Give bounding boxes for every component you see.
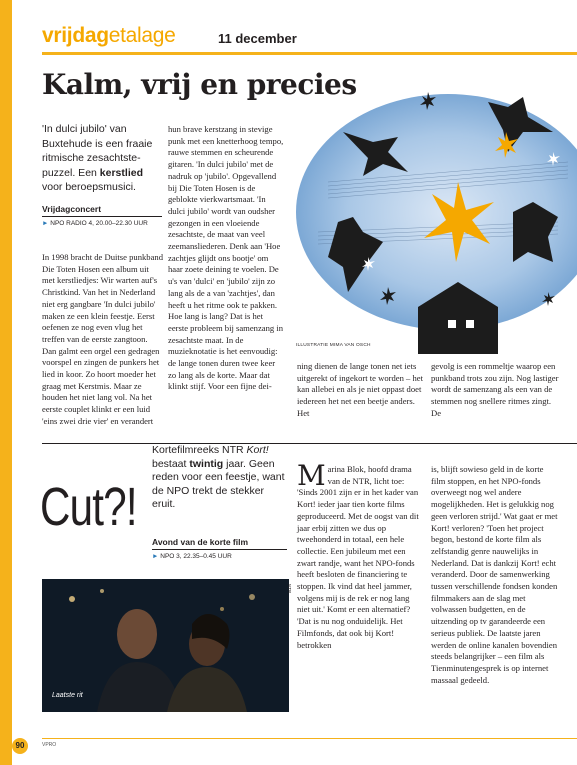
program-details: NPO RADIO 4, 20.00–22.30 UUR: [50, 220, 148, 227]
article-column-1: [42, 252, 163, 428]
article-intro: [42, 122, 162, 195]
magazine-mark: VPRO: [42, 742, 57, 748]
broadcast-info: [42, 203, 162, 228]
column-2-text: hun brave kerstzang in stevige punk met een knetterhoog tempo, rauwe stemmen en scheurende gitaren. 'In dulci jubilo' met de nadruk op 'jubilo'. Opgevallend bij Die Toten Hosen is de geblokte vierkwartsmaat. 'In dulci jubilo' wordt van oudsher gezongen in een vloeiende zesachtste, de maat van veel zeemansliederen. Denk aan 'Hoe zachtjes glijdt ons bootje' om haar zoete deining te voelen. De u's van 'dulci' en 'jubilo' zijn zo lang als de a van 'zachtjes', dan heeft u het ritme ook te pakken. Hoe lang is lang? Dat is het eerste probleem bij samenzang in zesachtste maat. In de muzieknotatie is het eenvoudig: de lange tonen duren twee keer zo lang als de korte. Maar dat klinkt stijf. Voor een fijne dei-: [168, 124, 284, 392]
illustration-credit: ILLUSTRATIE MIMA VAN OSCH: [296, 343, 371, 348]
program-title: Vrijdagconcert: [42, 204, 102, 214]
intro-highlight: kerstlied: [99, 166, 143, 179]
program-title-2: Avond van de korte film: [152, 537, 249, 547]
angels-stars-illustration: [288, 62, 577, 354]
section-brand: [42, 24, 176, 48]
section-divider: [42, 443, 577, 444]
photo-caption: Laatste rit: [52, 692, 83, 699]
brand-part-1: vrijdag: [42, 24, 109, 47]
column-1-text: In 1998 bracht de Duitse punkband Die Toten Hosen een album uit met kerstliedjes: Wir warten auf's Christkind. Van het in Nederland niet erg gangbare 'In dulci jubilo' maken ze een klein feestje. Eerst oefenen ze nog even vlug het treffen van de eerste zangtoon. Dan galmt een orgel een gedragen voorspel en zingen de punkers het lied in koor. Zo hoort moeder het graag met Kerstmis. Maar ze houden het niet lang vol. Na het eerste couplet klinkt er een luid 'eins zwei drie vier' en verandert: [42, 252, 164, 426]
article-2-intro: [152, 444, 287, 512]
article-column-4: [431, 361, 559, 420]
brand-part-2: etalage: [108, 24, 176, 47]
article-2-column-2-text: is, blijft sowieso geld in de korte film stoppen, en het NPO-fonds overweegt nog wel andere mogelijkheden. Het is gelukkig nog geen verloren strijd.' Wat gaat er met Kort! verloren? 'Toen het project begon, bestond de korte film als zelfstandig genre nauwelijks in Nederland. Dat is dankzij Kort! echt veranderd. Door de samenwerking tussen verschillende fondsen konden filmmakers aan de slag met volwassen budgetten, en de uitzending op tv garandeerde een serieus publiek. De laatste jaren werden de online kanalen bovendien steeds belangrijker – een film als Tienminutengesprek is op internet massaal gedeeld.: [431, 464, 558, 685]
intro2-highlight: twintig: [189, 457, 224, 470]
intro2-text-1: Kortefilmreeks NTR: [152, 444, 247, 456]
intro2-text-2: bestaat: [152, 457, 190, 470]
intro-text-1: 'In dulci jubilo' van Buxtehude is een fraaie ritmische zesachtste-puzzel. Een: [42, 123, 153, 179]
intro-text-2: voor beroepsmusici.: [42, 181, 136, 193]
christmas-illustration: [288, 62, 577, 354]
page-number: 90: [12, 738, 28, 754]
broadcast-info-2: [152, 536, 287, 561]
program-schedule-2: [152, 549, 287, 561]
footer-rule: [42, 738, 577, 739]
issue-date: 11 december: [218, 31, 297, 46]
accent-strip: [0, 0, 12, 765]
intro2-text-3: jaar. Geen reden voor een feestje, want de NPO trekt de stekker eruit.: [152, 457, 285, 510]
column-4-text: gevolg is een rommeltje waarop een punkband trots zou zijn. Nog lastiger wordt de samenzang als een van de stemmen nog snellere ritmes zingt. De: [431, 361, 559, 418]
program-details-2: NPO 3, 22.35–0.45 UUR: [160, 553, 232, 560]
article-2-column-2: [431, 464, 559, 686]
arrow-icon: ►: [42, 220, 49, 227]
intro2-title: Kort!: [246, 444, 269, 456]
article-2-column-1-text: arina Blok, hoofd drama van de NTR, licht toe: 'Sinds 2001 zijn er in het kader van Kort! ieder jaar tien korte films geproduceerd. Met de oogst van dit jaar erbij zitten we dus op tweehonderd in totaal, een hele collectie. Een jubileum met een zwart randje, want het NPO-fonds heeft besloten de financiering te stoppen. Ik vind dat heel jammer, volgens mij is de rek er nog lang niet uit.' Komt er een alternatief? 'Dat is nu nog onduidelijk. Het Filmfonds, dat ook bij Kort! betrokken: [297, 464, 419, 650]
article-2-column-1: [297, 459, 422, 651]
dropcap: M: [297, 459, 326, 492]
article-headline: Kalm, vrij en precies: [42, 68, 357, 101]
arrow-icon: ►: [152, 553, 159, 560]
header-rule: [42, 52, 577, 55]
photo-credit: NTR: [287, 584, 292, 594]
article-2-headline: Cut?!: [40, 477, 137, 537]
program-schedule: [42, 216, 162, 228]
article-column-2: [168, 124, 285, 393]
column-3-text: ning dienen de lange tonen net iets uitgerekt of ingekort te worden – het kan allebei en als je niet oppast doet iedereen het net een beetje anders. Het: [297, 361, 424, 418]
article-column-3: [297, 361, 425, 420]
